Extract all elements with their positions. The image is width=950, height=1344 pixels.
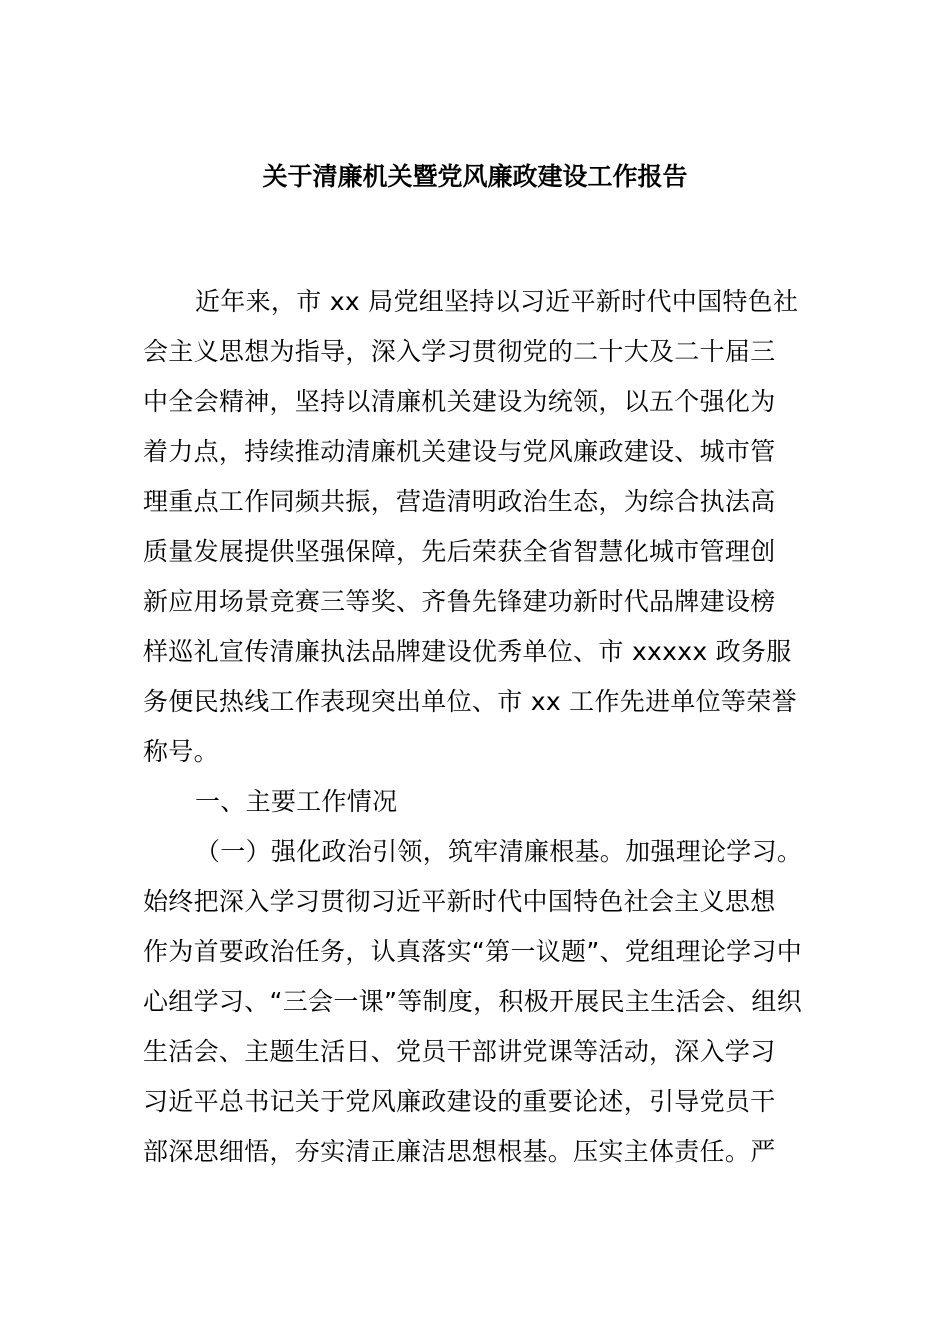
paragraph-line: 中全会精神，坚持以清廉机关建设为统领，以五个强化为 [143, 387, 776, 416]
paragraph-line: 着力点，持续推动清廉机关建设与党风廉政建设、城市管 [143, 437, 776, 466]
paragraph-line: 生活会、主题生活日、党员干部讲党课等活动，深入学习 [143, 1037, 776, 1066]
section-heading: 一、主要工作情况 [195, 787, 398, 816]
document-title: 关于清廉机关暨党风廉政建设工作报告 [262, 162, 688, 191]
paragraph-line: 习近平总书记关于党风廉政建设的重要论述，引导党员干 [143, 1087, 776, 1116]
paragraph-line: 称号。 [143, 737, 219, 766]
paragraph-line: 理重点工作同频共振，营造清明政治生态，为综合执法高 [143, 487, 776, 516]
paragraph-line: 近年来，市 xx 局党组坚持以习近平新时代中国特色社 [195, 287, 799, 316]
paragraph-line: 样巡礼宣传清廉执法品牌建设优秀单位、市 xxxxx 政务服 [143, 637, 792, 666]
paragraph-line: 部深思细悟，夯实清正廉洁思想根基。压实主体责任。严 [143, 1137, 776, 1166]
paragraph-line: 始终把深入学习贯彻习近平新时代中国特色社会主义思想 [143, 887, 776, 916]
paragraph-line: 务便民热线工作表现突出单位、市 xx 工作先进单位等荣誉 [143, 687, 797, 716]
paragraph-line: 心组学习、“三会一课”等制度，积极开展民主生活会、组织 [143, 987, 803, 1016]
paragraph-line: 质量发展提供坚强保障，先后荣获全省智慧化城市管理创 [143, 537, 776, 566]
paragraph-line: 作为首要政治任务，认真落实“第一议题”、党组理论学习中 [143, 937, 803, 966]
subsection-line: （一）强化政治引领，筑牢清廉根基。加强理论学习。 [195, 837, 803, 866]
paragraph-line: 新应用场景竞赛三等奖、齐鲁先锋建功新时代品牌建设榜 [143, 587, 776, 616]
paragraph-line: 会主义思想为指导，深入学习贯彻党的二十大及二十届三 [143, 337, 776, 366]
